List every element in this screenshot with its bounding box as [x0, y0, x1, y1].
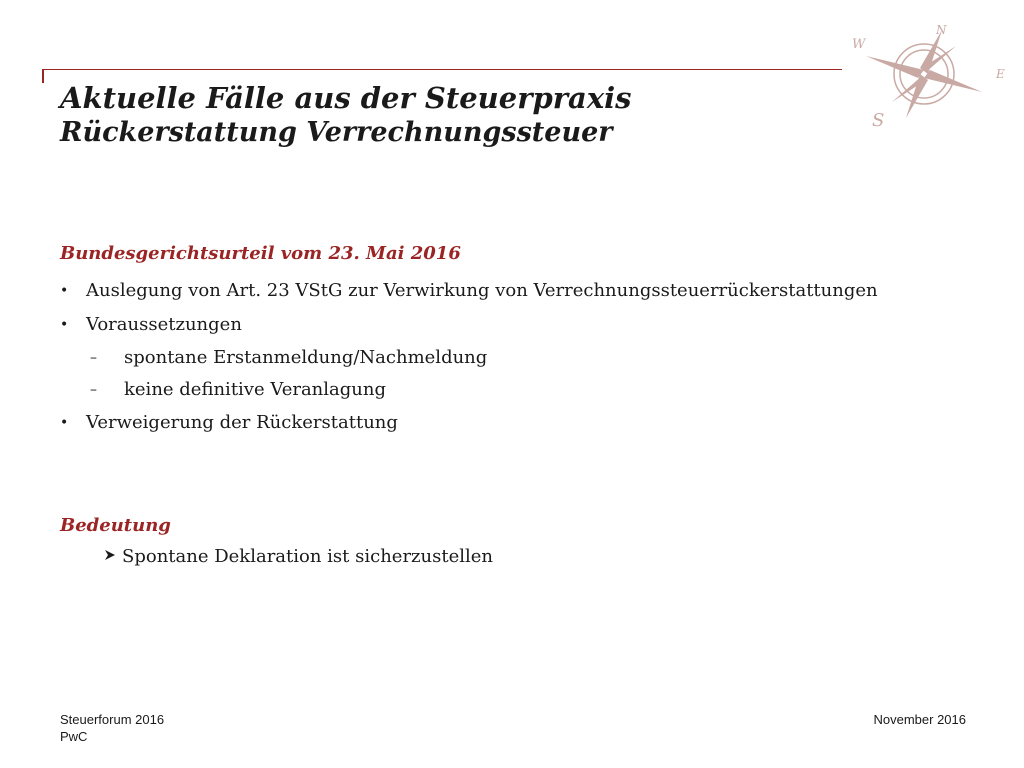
arrow-bullet-icon — [104, 540, 122, 574]
bullet-item — [60, 308, 980, 406]
slide-content — [60, 240, 980, 574]
footer-date: November 2016 — [873, 712, 966, 727]
page-subtitle: Rückerstattung Verrechnungssteuer — [60, 117, 613, 148]
arrow-list-item-label: Spontane Deklaration ist sicherzustellen — [122, 546, 494, 567]
sub-bullet-list — [86, 342, 980, 406]
compass-letter-s: S — [872, 110, 885, 131]
footer-left — [60, 711, 164, 745]
sub-bullet-item: – spontane Erstanmeldung/Nachmeldung — [86, 342, 980, 374]
compass-letter-e: E — [996, 67, 1005, 81]
title-block — [60, 80, 840, 150]
bullet-item: • Auslegung von Art. 23 VStG zur Verwirkung von Verrechnungssteuerrückerstattungen — [60, 274, 980, 308]
bullet-item: • Verweigerung der Rückerstattung — [60, 406, 980, 440]
sub-bullet-item: – keine definitive Veranlagung — [86, 374, 980, 406]
bullet-list — [60, 274, 980, 440]
page-title: Aktuelle Fälle aus der Steuerpraxis — [60, 81, 632, 115]
compass-letter-n: N — [936, 23, 947, 37]
header-rule — [42, 69, 842, 70]
header-rule-tick — [42, 69, 44, 83]
section-heading-judgment: Bundesgerichtsurteil vom 23. Mai 2016 — [60, 243, 461, 264]
arrow-list-item — [104, 540, 980, 574]
compass-rose-icon — [846, 22, 1010, 132]
bullet-item-label: Voraussetzungen — [86, 314, 242, 335]
compass-letter-w: W — [852, 37, 866, 52]
footer-company: PwC — [60, 729, 88, 744]
section-heading-meaning: Bedeutung — [60, 515, 171, 536]
footer-event: Steuerforum 2016 — [60, 712, 165, 727]
